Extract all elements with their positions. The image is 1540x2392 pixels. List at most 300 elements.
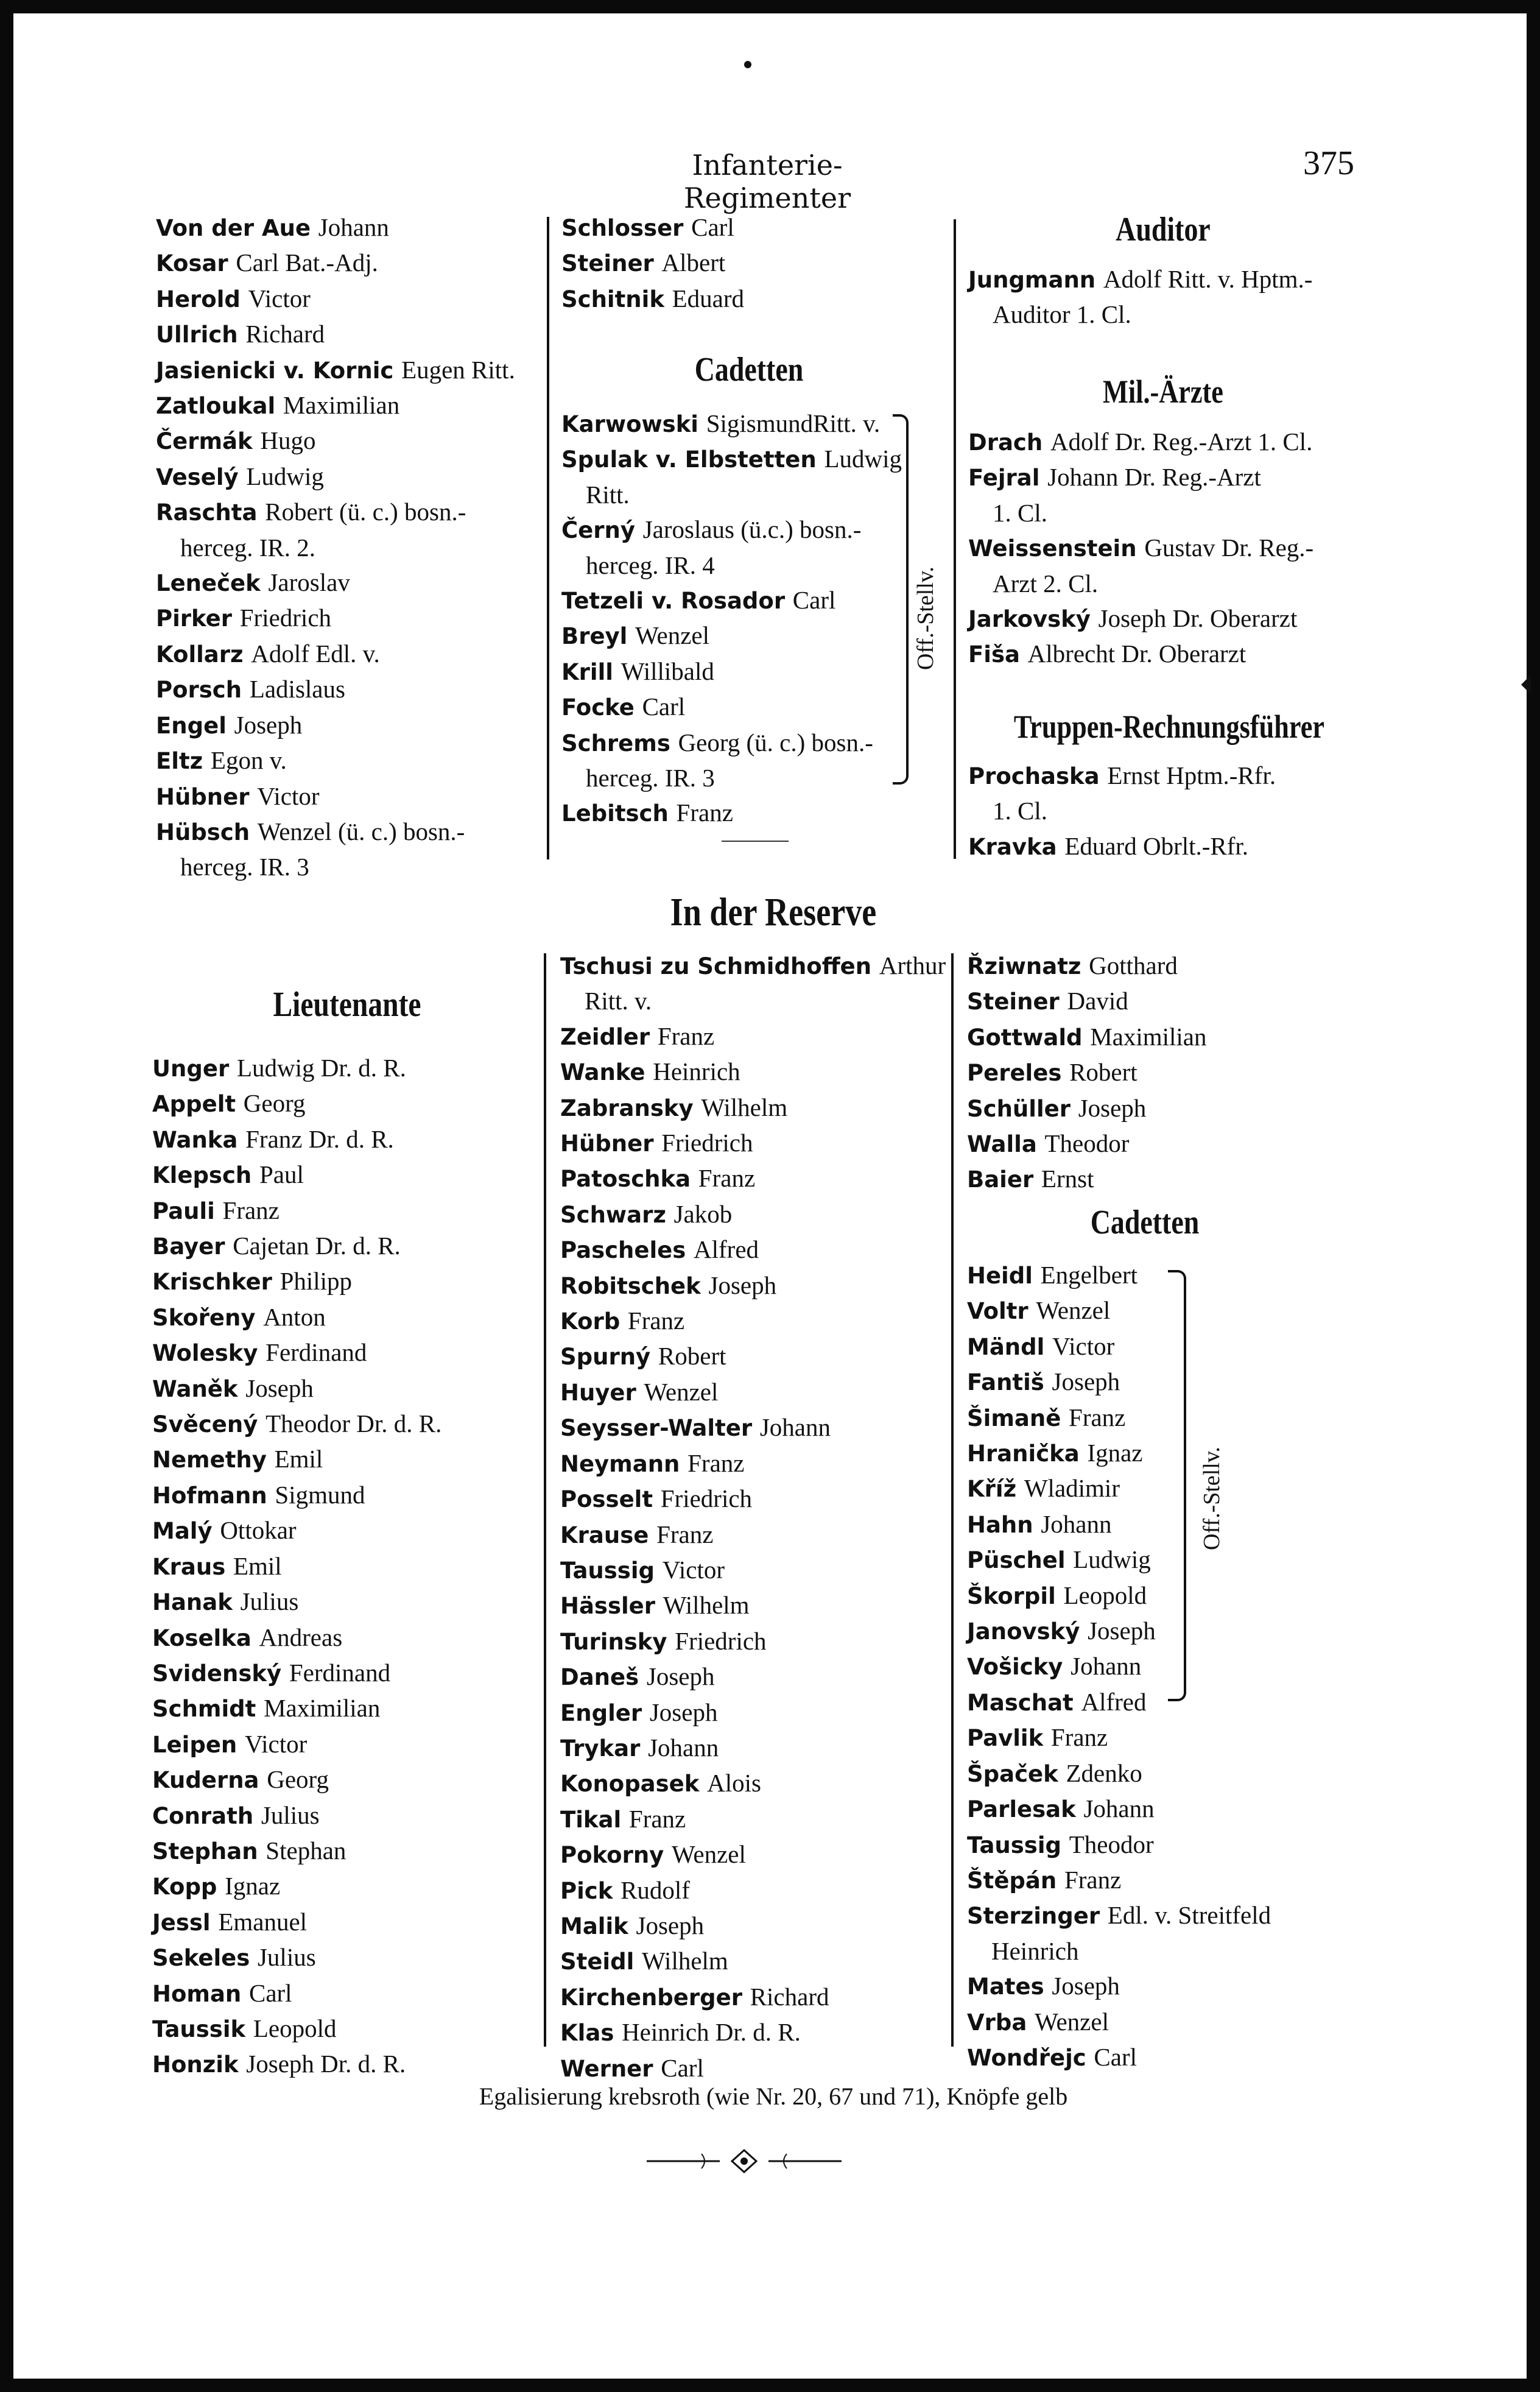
list-entry	[156, 708, 515, 743]
surname: Kopp	[152, 1874, 217, 1900]
surname: Wanka	[152, 1126, 238, 1153]
given-name-detail: Hugo	[260, 426, 316, 455]
surname: Vošicky	[967, 1654, 1063, 1681]
given-name-detail: Ludwig	[246, 462, 324, 490]
given-name-detail: Richard	[750, 1982, 829, 2011]
given-name-detail: Gotthard	[1089, 951, 1178, 979]
given-name-detail: Ritt.	[586, 480, 630, 509]
given-name-detail: Andreas	[259, 1623, 343, 1651]
surname: Lebitsch	[561, 800, 669, 827]
list-entry	[152, 1051, 441, 1086]
surname: Stephan	[152, 1838, 258, 1865]
list-entry	[967, 1507, 1271, 1542]
list-entry	[561, 478, 902, 512]
given-name-detail: Engelbert	[1040, 1261, 1138, 1289]
given-name-detail: Adolf Edl. v.	[251, 639, 380, 668]
surname: Wolesky	[152, 1340, 258, 1367]
surname: Werner	[560, 2055, 653, 2082]
list-entry	[152, 1513, 441, 1548]
given-name-detail: Wilhelm	[701, 1093, 788, 1121]
given-name-detail: Johann	[1071, 1652, 1142, 1681]
given-name-detail: Egon v.	[210, 746, 287, 775]
list-entry	[560, 1304, 946, 1339]
auditor-list	[968, 262, 1312, 333]
given-name-detail: Franz	[1050, 1723, 1108, 1752]
list-entry	[560, 2051, 946, 2086]
list-entry	[560, 1980, 946, 2015]
surname: Jarkovský	[968, 606, 1091, 633]
list-entry	[967, 1649, 1271, 1684]
list-entry	[561, 583, 902, 618]
list-entry	[561, 442, 902, 477]
column-divider	[544, 953, 546, 2047]
surname: Pick	[560, 1877, 613, 1904]
column-2-top-list	[561, 210, 744, 317]
list-entry	[968, 297, 1312, 332]
surname: Püschel	[967, 1547, 1066, 1574]
page-number: 375	[1303, 144, 1354, 182]
given-name-detail: SigismundRitt. v.	[706, 409, 881, 437]
given-name-detail: Johann	[318, 213, 389, 241]
given-name-detail: Victor	[245, 1729, 308, 1758]
given-name-detail: Jakob	[673, 1199, 733, 1228]
surname: Herold	[156, 286, 241, 312]
surname: Zeidler	[560, 1023, 650, 1050]
surname: Svidenský	[152, 1660, 282, 1687]
list-entry	[967, 1685, 1271, 1720]
surname: Fejral	[968, 465, 1040, 492]
surname: Krause	[560, 1522, 649, 1548]
given-name-detail: Wenzel	[672, 1840, 746, 1869]
list-entry	[156, 601, 515, 636]
surname: Wanke	[560, 1059, 645, 1086]
list-entry	[561, 654, 902, 690]
list-entry	[560, 1802, 946, 1837]
surname: Maschat	[967, 1689, 1074, 1716]
surname: Engler	[560, 1699, 642, 1726]
given-name-detail: Robert (ü. c.) bosn.-	[265, 498, 466, 526]
list-entry	[967, 1162, 1207, 1197]
list-entry	[156, 743, 515, 778]
surname: Schmidt	[152, 1696, 256, 1723]
list-entry	[152, 1905, 441, 1940]
surname: Fiša	[968, 641, 1020, 668]
given-name-detail: Franz	[657, 1021, 715, 1050]
given-name-detail: herceg. IR. 2.	[180, 533, 315, 562]
surname: Pascheles	[560, 1237, 686, 1264]
rechnungsfuehrer-heading: Truppen-Rechnungsführer	[1013, 708, 1325, 745]
list-entry	[967, 1258, 1271, 1293]
surname: Waněk	[152, 1375, 238, 1402]
list-entry	[967, 1329, 1271, 1364]
list-entry	[560, 1019, 946, 1054]
given-name-detail: Johann	[1041, 1509, 1112, 1538]
list-entry	[560, 1446, 946, 1481]
given-name-detail: Anton	[263, 1302, 326, 1331]
cadetten-heading-2: Cadetten	[1090, 1204, 1200, 1241]
list-entry	[560, 1766, 946, 1801]
list-entry	[967, 1126, 1207, 1162]
given-name-detail: Carl	[661, 2053, 704, 2082]
list-entry	[152, 1442, 441, 1477]
list-entry	[156, 565, 515, 601]
list-entry	[561, 761, 902, 796]
surname: Kraus	[152, 1553, 226, 1580]
given-name-detail: Wilhelm	[663, 1591, 750, 1620]
given-name-detail: Carl	[691, 213, 734, 241]
list-entry	[560, 1161, 946, 1196]
list-entry	[560, 1517, 946, 1553]
surname: Turinsky	[560, 1628, 667, 1655]
list-entry	[560, 1624, 946, 1659]
column-2-reserve-list	[560, 948, 946, 2086]
surname: Homan	[152, 1980, 242, 2007]
given-name-detail: Julius	[257, 1943, 316, 1972]
given-name-detail: Ludwig	[1073, 1545, 1151, 1574]
surname: Nemethy	[152, 1447, 267, 1473]
given-name-detail: Victor	[1052, 1332, 1115, 1360]
list-entry	[152, 1620, 441, 1656]
given-name-detail: Theodor	[1069, 1830, 1154, 1858]
surname: Breyl	[561, 623, 628, 650]
surname: Neymann	[560, 1450, 680, 1477]
given-name-detail: Heinrich	[653, 1057, 740, 1086]
given-name-detail: Joseph Dr. Oberarzt	[1098, 604, 1298, 633]
surname: Kříž	[967, 1476, 1017, 1503]
list-entry	[152, 1656, 441, 1691]
surname: Steidl	[560, 1949, 635, 1975]
list-entry	[152, 1691, 441, 1726]
column-divider	[547, 217, 549, 859]
given-name-detail: Joseph	[636, 1911, 705, 1939]
given-name-detail: Julius	[240, 1587, 299, 1616]
given-name-detail: Joseph Dr. d. R.	[246, 2050, 406, 2078]
given-name-detail: Johann Dr. Reg.-Arzt	[1047, 463, 1261, 492]
surname: Porsch	[156, 677, 242, 704]
list-entry	[968, 566, 1313, 601]
list-entry	[967, 1436, 1271, 1471]
surname: Pirker	[156, 605, 233, 632]
surname: Kuderna	[152, 1767, 259, 1794]
surname: Janovský	[967, 1618, 1080, 1645]
list-entry	[967, 1578, 1271, 1614]
given-name-detail: Ignaz	[1087, 1439, 1143, 1467]
given-name-detail: Ernst Hptm.-Rfr.	[1107, 761, 1276, 789]
given-name-detail: Gustav Dr. Reg.-	[1144, 534, 1314, 562]
list-entry	[560, 1410, 946, 1445]
given-name-detail: Ferdinand	[265, 1338, 367, 1367]
given-name-detail: Carl	[792, 586, 836, 615]
list-entry	[560, 1553, 946, 1588]
list-entry	[152, 1478, 441, 1513]
surname: Posselt	[560, 1486, 653, 1513]
surname: Von der Aue	[156, 215, 311, 241]
surname: Špaček	[967, 1760, 1058, 1787]
given-name-detail: Joseph	[708, 1271, 777, 1299]
given-name-detail: Ritt. v.	[585, 987, 652, 1015]
surname: Schitnik	[561, 286, 664, 312]
list-entry	[561, 281, 744, 317]
surname: Černý	[561, 517, 635, 544]
list-entry	[152, 1940, 441, 1975]
surname: Krischker	[152, 1269, 272, 1296]
list-entry	[968, 460, 1313, 495]
list-entry	[156, 779, 515, 814]
given-name-detail: Theodor Dr. d. R.	[265, 1409, 442, 1438]
list-entry	[152, 1193, 441, 1229]
surname: Sekeles	[152, 1945, 250, 1972]
list-entry	[967, 1471, 1271, 1506]
list-entry	[560, 1695, 946, 1730]
list-entry	[968, 794, 1276, 828]
list-entry	[968, 637, 1313, 672]
list-entry	[967, 1542, 1271, 1578]
given-name-detail: Carl	[642, 693, 686, 721]
given-name-detail: Adolf Ritt. v. Hptm.-	[1103, 265, 1313, 293]
list-entry	[152, 2047, 441, 2082]
surname: Malý	[152, 1518, 213, 1545]
list-entry	[560, 1873, 946, 1908]
surname: Spurný	[560, 1344, 651, 1371]
list-entry	[156, 495, 515, 530]
given-name-detail: Albrecht Dr. Oberarzt	[1027, 640, 1246, 668]
surname: Schrems	[561, 730, 670, 757]
given-name-detail: Heinrich	[991, 1936, 1079, 1965]
surname: Baier	[967, 1166, 1034, 1193]
given-name-detail: Wenzel	[644, 1377, 719, 1406]
list-entry	[561, 725, 902, 761]
list-entry	[560, 1197, 946, 1232]
given-name-detail: Stephan	[265, 1836, 346, 1865]
list-entry	[560, 1054, 946, 1090]
list-entry	[156, 531, 515, 565]
given-name-detail: Victor	[662, 1555, 725, 1584]
given-name-detail: Wladimir	[1024, 1474, 1120, 1503]
given-name-detail: Eugen Ritt.	[401, 355, 515, 384]
given-name-detail: Georg	[267, 1765, 329, 1794]
given-name-detail: Ignaz	[225, 1872, 281, 1900]
list-entry	[560, 1090, 946, 1126]
lieutenante-heading: Lieutenante	[273, 984, 421, 1024]
bracket	[1168, 1270, 1186, 1701]
given-name-detail: Franz	[676, 799, 733, 827]
ornament-icon	[647, 2143, 842, 2179]
list-entry	[560, 1730, 946, 1766]
list-entry	[561, 548, 902, 583]
list-entry	[967, 1791, 1271, 1827]
surname: Hanak	[152, 1589, 233, 1616]
surname: Taussik	[152, 2016, 246, 2042]
surname: Čermák	[156, 428, 253, 455]
list-entry	[967, 1969, 1271, 2004]
given-name-detail: Ludwig Dr. d. R.	[236, 1054, 406, 1082]
list-entry	[152, 1727, 441, 1762]
surname: Zatloukal	[156, 393, 276, 420]
list-entry	[156, 423, 515, 459]
surname: Štěpán	[967, 1867, 1057, 1894]
surname: Hranička	[967, 1441, 1080, 1467]
given-name-detail: Wenzel	[1036, 1296, 1111, 1325]
column-3-reserve-list	[967, 948, 1207, 1198]
given-name-detail: Carl	[248, 1978, 292, 2007]
rechnungsfuehrer-list	[968, 758, 1276, 864]
surname: Pavlik	[967, 1725, 1044, 1752]
given-name-detail: Julius	[261, 1801, 320, 1829]
surname: Bayer	[152, 1233, 225, 1260]
list-entry	[561, 210, 744, 245]
list-entry	[560, 1375, 946, 1410]
given-name-detail: Joseph	[1052, 1972, 1120, 2000]
list-entry	[560, 1481, 946, 1517]
list-entry	[967, 1364, 1271, 1400]
given-name-detail: Robert	[658, 1342, 726, 1371]
given-name-detail: Paul	[259, 1160, 304, 1189]
given-name-detail: Victor	[248, 284, 311, 312]
given-name-detail: Willibald	[621, 657, 714, 685]
column-divider	[954, 219, 956, 859]
surname: Walla	[967, 1131, 1037, 1158]
surname: Taussig	[967, 1832, 1061, 1858]
surname: Fantiš	[967, 1369, 1044, 1396]
list-entry	[152, 1976, 441, 2011]
given-name-detail: Ottokar	[220, 1516, 297, 1545]
list-entry	[560, 948, 946, 984]
running-header: Infanterie-Regimenter	[683, 149, 851, 214]
surname: Skořeny	[152, 1304, 256, 1331]
cadetten-heading: Cadetten	[694, 351, 804, 389]
surname: Tikal	[560, 1806, 622, 1833]
section-rule	[722, 841, 789, 842]
given-name-detail: Wenzel	[1035, 2007, 1109, 2036]
list-entry	[156, 281, 515, 317]
list-entry	[152, 1798, 441, 1833]
bracket-label: Off.-Stellv.	[913, 566, 938, 670]
surname: Huyer	[560, 1379, 636, 1406]
list-entry	[968, 829, 1276, 864]
bracket	[893, 414, 909, 785]
surname: Karwowski	[561, 411, 698, 437]
list-entry	[152, 1584, 441, 1620]
given-name-detail: Auditor 1. Cl.	[993, 300, 1131, 329]
surname: Weissenstein	[968, 535, 1137, 562]
list-entry	[156, 317, 515, 352]
given-name-detail: Franz	[687, 1448, 745, 1477]
list-entry	[967, 2040, 1271, 2075]
surname: Robitschek	[560, 1272, 701, 1299]
footer-note: Egalisierung krebsroth (wie Nr. 20, 67 und 71), Knöpfe gelb	[479, 2083, 1068, 2110]
surname: Klas	[560, 2020, 614, 2047]
list-entry	[156, 388, 515, 423]
list-entry	[152, 1264, 441, 1299]
list-entry	[967, 1293, 1271, 1328]
given-name-detail: Carl	[1094, 2042, 1137, 2071]
given-name-detail: Leopold	[253, 2014, 337, 2042]
surname: Korb	[560, 1308, 621, 1335]
surname: Svěcený	[152, 1411, 258, 1438]
surname: Pauli	[152, 1198, 215, 1224]
surname: Heidl	[967, 1263, 1033, 1289]
list-entry	[561, 618, 902, 654]
given-name-detail: Leopold	[1063, 1581, 1147, 1609]
list-entry	[560, 1659, 946, 1695]
list-entry	[152, 2011, 441, 2047]
list-entry	[560, 1588, 946, 1623]
given-name-detail: David	[1067, 987, 1128, 1015]
column-1-top-list	[156, 210, 515, 885]
column-divider	[951, 953, 954, 2047]
list-entry	[152, 1549, 441, 1584]
given-name-detail: Franz	[1064, 1865, 1122, 1894]
given-name-detail: Sigmund	[275, 1480, 365, 1509]
list-entry	[560, 1837, 946, 1872]
given-name-detail: Wenzel	[635, 621, 709, 650]
surname: Raschta	[156, 499, 258, 526]
edge-marker	[1521, 675, 1531, 694]
surname: Mändl	[967, 1333, 1045, 1360]
surname: Wondřejc	[967, 2044, 1086, 2071]
surname: Eltz	[156, 748, 203, 775]
surname: Trykar	[560, 1735, 641, 1762]
list-entry	[560, 1339, 946, 1374]
surname: Steiner	[967, 989, 1060, 1015]
list-entry	[968, 758, 1276, 794]
given-name-detail: Joseph	[646, 1662, 715, 1691]
list-entry	[152, 1833, 441, 1869]
given-name-detail: Victor	[257, 781, 320, 810]
surname: Prochaska	[968, 763, 1100, 789]
list-entry	[560, 1908, 946, 1944]
reserve-heading: In der Reserve	[670, 890, 877, 934]
list-entry	[968, 496, 1313, 531]
surname: Schwarz	[560, 1201, 666, 1228]
list-entry	[152, 1869, 441, 1904]
surname: Leipen	[152, 1731, 237, 1758]
list-entry	[561, 406, 902, 442]
given-name-detail: Georg	[243, 1089, 306, 1118]
bracket-label-2: Off.-Stellv.	[1199, 1447, 1225, 1550]
list-entry	[967, 1020, 1207, 1055]
list-entry	[967, 1720, 1271, 1755]
given-name-detail: 1. Cl.	[993, 498, 1047, 527]
surname: Taussig	[560, 1557, 655, 1584]
list-entry	[968, 425, 1313, 460]
given-name-detail: Franz	[627, 1307, 685, 1335]
given-name-detail: Johann	[1083, 1794, 1155, 1823]
list-entry	[967, 948, 1207, 984]
surname: Vrba	[967, 2009, 1027, 2036]
list-entry	[968, 601, 1313, 637]
surname: Engel	[156, 712, 227, 739]
list-entry	[967, 984, 1207, 1019]
given-name-detail: Friedrich	[675, 1626, 767, 1655]
list-entry	[967, 1614, 1271, 1649]
list-entry	[560, 1126, 946, 1161]
surname: Ullrich	[156, 322, 238, 348]
list-entry	[561, 512, 902, 548]
given-name-detail: Friedrich	[239, 604, 332, 632]
surname: Honzik	[152, 2052, 239, 2078]
surname: Tetzeli v. Rosador	[561, 588, 786, 615]
list-entry	[156, 353, 515, 388]
given-name-detail: Franz	[656, 1520, 714, 1548]
list-entry	[156, 245, 515, 281]
surname: Řziwnatz	[967, 953, 1081, 979]
list-entry	[967, 1756, 1271, 1791]
surname: Koselka	[152, 1625, 251, 1651]
list-entry	[561, 796, 902, 831]
given-name-detail: Carl Bat.-Adj.	[236, 249, 378, 277]
given-name-detail: Maximilian	[264, 1694, 381, 1723]
